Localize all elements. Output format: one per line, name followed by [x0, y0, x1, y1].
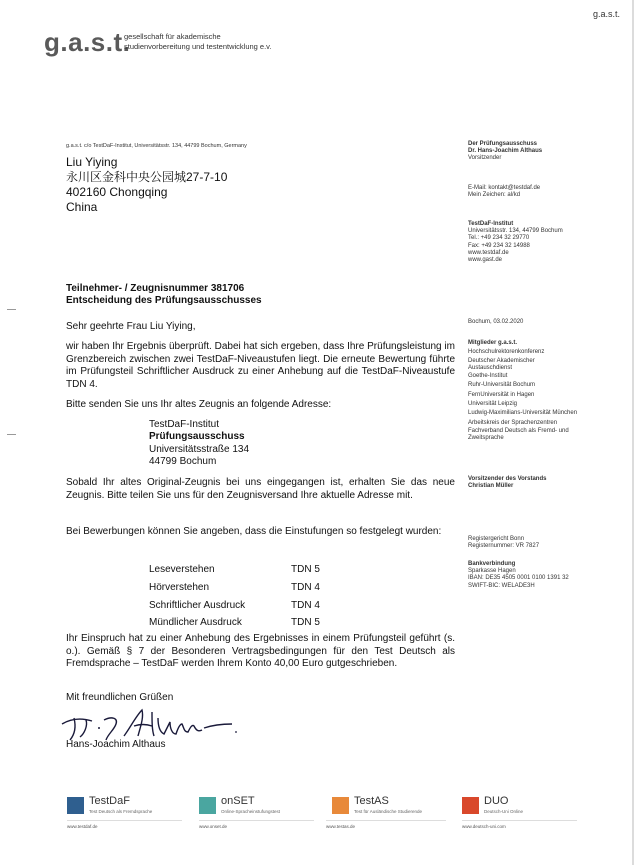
- members-block: [468, 339, 577, 442]
- logo-tagline-line: studienvorbereitung und testentwicklung e.v.: [124, 42, 272, 51]
- paragraph-new-certificate: Sobald Ihr altes Original-Zeugnis bei uns eingegangen ist, erhalten Sie das neue Zeugnis. Bitte teilen Sie uns für den Zeugnisversand Ihre aktuelle Adresse mit.: [66, 477, 455, 501]
- corner-tag: g.a.s.t.: [592, 9, 620, 19]
- footer-logo-name: onSET: [221, 795, 255, 807]
- member-item: FernUniversität in Hagen: [468, 391, 535, 398]
- register-number: Registernummer: VR 7827: [468, 543, 540, 550]
- footer-divider: [326, 820, 446, 821]
- member-item: Ruhr-Universität Bochum: [468, 382, 536, 389]
- testas-icon: [332, 797, 349, 814]
- return-address: [149, 419, 249, 469]
- score-skill: Leseverstehen: [149, 564, 215, 575]
- recipient-city: 402160 Chongqing: [66, 185, 168, 199]
- gast-logo: [44, 29, 130, 55]
- recipient-country: China: [66, 200, 98, 214]
- logo-tagline-line: gesellschaft für akademische: [124, 32, 221, 41]
- member-item: Ludwig-Maximilians-Universität München: [468, 410, 578, 417]
- return-address-line: TestDaF-Institut: [149, 419, 220, 430]
- board-chair: Christian Müller: [468, 483, 514, 490]
- subject-line: Teilnehmer- / Zeugnisnummer 381706: [66, 283, 245, 294]
- register-court: Registergericht Bonn: [468, 536, 525, 542]
- board-block: [468, 476, 546, 490]
- paragraph-levels-intro: Bei Bewerbungen können Sie angeben, dass die Einstufungen so festgelegt wurden:: [66, 526, 442, 537]
- institute-line: Universitätsstr. 134, 44799 Bochum: [468, 228, 563, 235]
- member-item: Zweitsprache: [468, 435, 504, 442]
- register-block: [468, 536, 539, 550]
- signer-name: Hans-Joachim Althaus: [66, 739, 166, 750]
- score-skill: Hörverstehen: [149, 581, 210, 593]
- footer-url: www.testas.de: [326, 824, 356, 829]
- footer-logo-name: TestAS: [354, 795, 389, 807]
- footer-logo-sub: Test für Ausländische Studierende: [354, 809, 423, 814]
- contact-block: [468, 185, 540, 199]
- member-item: Goethe-Institut: [468, 372, 508, 379]
- duo-icon: [462, 797, 479, 814]
- handwritten-signature: [60, 704, 260, 744]
- footer-url: www.onset.de: [199, 824, 228, 829]
- committee-role: Vorsitzender: [468, 155, 502, 162]
- return-address-dept: Prüfungsausschuss: [149, 431, 245, 443]
- institute-block: [468, 221, 563, 264]
- footer-logo-name: DUO: [484, 795, 509, 807]
- score-row: [149, 561, 320, 579]
- bank-line: Sparkasse Hagen: [468, 568, 516, 575]
- contact-email: E-Mail: kontakt@testdaf.de: [468, 185, 541, 191]
- score-row: [149, 597, 320, 615]
- recipient-address: [66, 155, 227, 215]
- sender-line: g.a.s.t. c/o TestDaF-Institut, Universitätsstr. 134, 44799 Bochum, Germany: [66, 143, 247, 149]
- score-skill: Schriftlicher Ausdruck: [149, 599, 246, 611]
- member-item: Deutscher Akademischer: [468, 357, 535, 364]
- member-item: Hochschulrektorenkonferenz: [468, 349, 545, 356]
- institute-title: TestDaF-Institut: [468, 221, 514, 227]
- bank-title: Bankverbindung: [468, 561, 516, 567]
- onset-icon: [199, 797, 216, 814]
- salutation: Sehr geehrte Frau Liu Yiying,: [66, 321, 196, 332]
- score-level: TDN 5: [291, 564, 320, 575]
- score-level: TDN 4: [291, 599, 320, 611]
- logo-text: g.a.s.t.: [44, 27, 131, 57]
- recipient-street: 永川区金科中央公园城27-7-10: [66, 170, 228, 184]
- footer-url: www.deutsch-uni.com: [462, 824, 506, 829]
- return-address-line: Universitätsstraße 134: [149, 443, 250, 455]
- letter-date: Bochum, 03.02.2020: [468, 319, 524, 325]
- footer-logo-sub: Test Deutsch als Fremdsprache: [89, 809, 153, 814]
- testdaf-icon: [67, 797, 84, 814]
- score-level: TDN 5: [291, 617, 320, 629]
- footer-divider: [67, 820, 182, 821]
- recipient-name: Liu Yiying: [66, 155, 118, 169]
- committee-block: [468, 141, 542, 163]
- score-level: TDN 4: [291, 581, 320, 593]
- board-title: Vorsitzender des Vorstands: [468, 476, 547, 482]
- institute-line: Fax: +49 234 32 14988: [468, 242, 530, 249]
- paragraph-refund: Ihr Einspruch hat zu einer Anhebung des Ergebnisses in einem Prüfungsteil geführt (s. o.). Gemäß § 7 der Besonderen Vertragsbedingungen für den Test Deutsch als Fremdsprache – TestDaF werden Ihrem Konto 40,00 Euro gutgeschrieben.: [66, 633, 455, 669]
- bank-line: IBAN: DE35 4505 0001 0100 1391 32: [468, 575, 569, 582]
- footer-divider: [462, 820, 577, 821]
- institute-line: www.gast.de: [468, 257, 503, 264]
- committee-chair: Dr. Hans-Joachim Althaus: [468, 148, 543, 155]
- institute-line: Tel.: +49 234 32 29770: [468, 235, 530, 242]
- paragraph-request: Bitte senden Sie uns Ihr altes Zeugnis an folgende Adresse:: [66, 399, 332, 410]
- footer-logo-sub: Online-Spracheinstufungstest: [221, 809, 281, 814]
- score-table: [149, 561, 320, 632]
- member-item: Fachverband Deutsch als Fremd- und: [468, 428, 569, 435]
- score-row: [149, 579, 320, 597]
- fold-mark: [7, 309, 16, 310]
- footer-divider: [199, 820, 314, 821]
- subject: [66, 283, 262, 307]
- bank-block: [468, 561, 569, 590]
- score-skill: Mündlicher Ausdruck: [149, 617, 242, 629]
- institute-line: www.testdaf.de: [468, 249, 509, 256]
- paragraph-result: wir haben Ihr Ergebnis überprüft. Dabei hat sich ergeben, dass Ihre Prüfungsleistung im Grenzbereich zwischen zwei TestDaF-Niveaustufen liegt. Die erneute Bewertung führte im Prüfungsteil Schriftlicher Ausdruck zu einer Anhebung auf die TestDaF-Niveaustufe TDN 4.: [66, 341, 455, 390]
- members-title: Mitglieder g.a.s.t.: [468, 340, 518, 346]
- logo-tagline: [124, 32, 271, 52]
- punch-mark: [7, 434, 16, 435]
- footer-logo-sub: Deutsch-Uni Online: [484, 809, 524, 814]
- bank-line: SWIFT-BIC: WELADE3H: [468, 582, 535, 589]
- contact-reference: Mein Zeichen: al/kd: [468, 192, 521, 199]
- member-item: Arbeitskreis der Sprachenzentren: [468, 419, 558, 426]
- footer-logo-name: TestDaF: [89, 795, 130, 807]
- footer-url: www.testdaf.de: [67, 824, 98, 829]
- score-row: [149, 614, 320, 632]
- committee-title: Der Prüfungsausschuss: [468, 141, 538, 147]
- member-item: Universität Leipzig: [468, 401, 518, 408]
- subject-line: Entscheidung des Prüfungsausschusses: [66, 295, 262, 306]
- return-address-line: 44799 Bochum: [149, 456, 217, 468]
- member-item: Austauschdienst: [468, 364, 513, 371]
- closing: Mit freundlichen Grüßen: [66, 692, 174, 703]
